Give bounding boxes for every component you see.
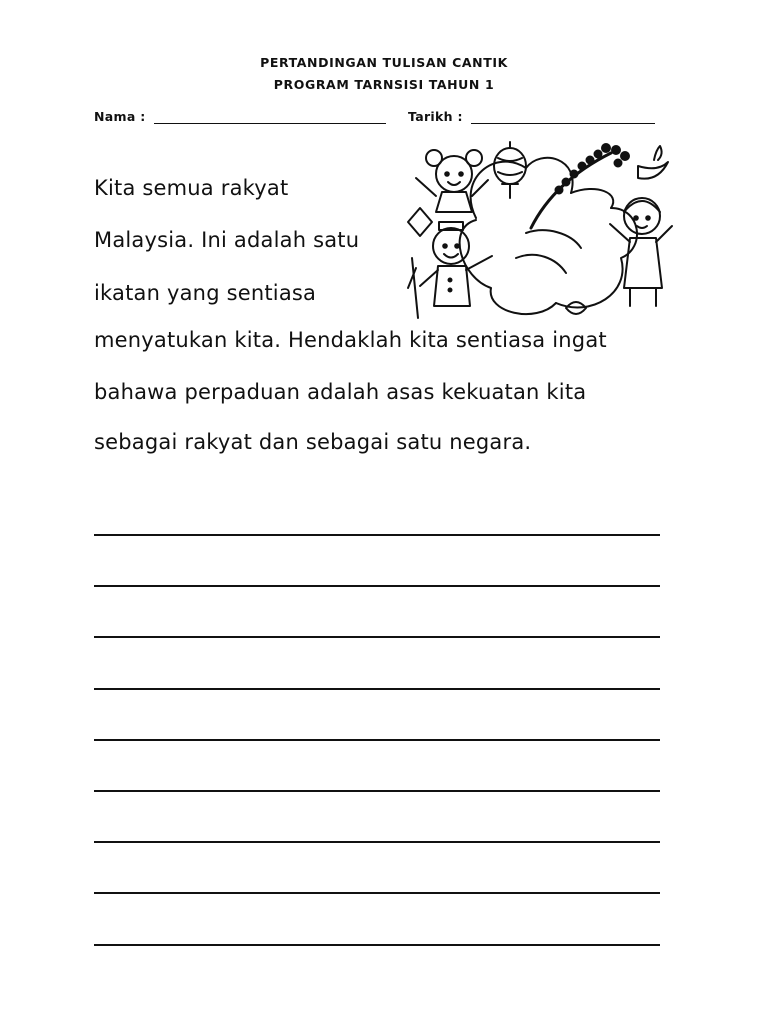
writing-line[interactable] bbox=[94, 790, 660, 792]
tarikh-blank-line[interactable] bbox=[471, 109, 655, 124]
passage-line-6: sebagai rakyat dan sebagai satu negara. bbox=[94, 430, 532, 454]
writing-line[interactable] bbox=[94, 534, 660, 536]
student-info-row bbox=[94, 109, 463, 124]
nama-label: Nama : bbox=[94, 109, 146, 124]
passage-line-5: bahawa perpaduan adalah asas kekuatan kita bbox=[94, 380, 587, 404]
writing-line[interactable] bbox=[94, 636, 660, 638]
worksheet-subtitle: PROGRAM TARNSISI TAHUN 1 bbox=[273, 77, 495, 92]
passage-line-3: ikatan yang sentiasa bbox=[94, 281, 317, 305]
writing-line[interactable] bbox=[94, 892, 660, 894]
nama-blank-line[interactable] bbox=[154, 109, 386, 124]
passage-line-1: Kita semua rakyat bbox=[94, 176, 289, 200]
writing-line[interactable] bbox=[94, 585, 660, 587]
writing-line[interactable] bbox=[94, 944, 660, 946]
passage-line-2: Malaysia. Ini adalah satu bbox=[94, 228, 360, 252]
writing-line[interactable] bbox=[94, 739, 660, 741]
worksheet-title: PERTANDINGAN TULISAN CANTIK bbox=[260, 55, 508, 70]
children-hibiscus-festival-illustration bbox=[406, 138, 674, 324]
tarikh-field bbox=[408, 109, 655, 124]
writing-line[interactable] bbox=[94, 841, 660, 843]
passage-line-4: menyatukan kita. Hendaklah kita sentiasa ingat bbox=[94, 328, 607, 352]
tarikh-label: Tarikh : bbox=[408, 109, 463, 124]
writing-line[interactable] bbox=[94, 688, 660, 690]
